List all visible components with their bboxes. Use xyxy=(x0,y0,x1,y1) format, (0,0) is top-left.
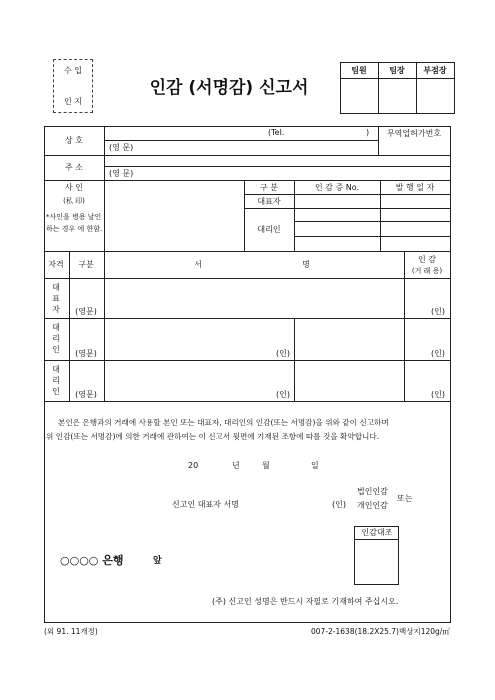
company-tel-field[interactable] xyxy=(300,128,362,139)
sign-header-sign-right: 명 xyxy=(302,260,310,269)
sign-header-qualification: 자격 xyxy=(48,260,64,269)
cert-agent1-number-field[interactable] xyxy=(296,210,379,220)
signer-corp-seal-label: 법인인감 xyxy=(357,487,388,496)
date-day-label: 일 xyxy=(311,461,319,470)
sign-row-2-type: (영문) xyxy=(75,349,97,358)
footer-note: (주) 신고인 성명은 반드시 자필로 기재하여 주십시오. xyxy=(212,597,399,606)
declaration-line-2: 위 인감(또는 서명감)에 의한 거래에 관하여는 이 신고서 뒷면에 기재된 조항에 따를 것을 확약합니다. xyxy=(46,432,380,441)
date-day-field[interactable] xyxy=(275,459,308,471)
signer-seal-mark: (인) xyxy=(332,500,346,509)
cert-rep-date-field[interactable] xyxy=(382,196,450,207)
sign-row-3-signature-field[interactable] xyxy=(106,362,292,400)
sign-row-1-seal-mark: (인) xyxy=(431,307,445,316)
approval-header-manager: 부점장 xyxy=(423,66,447,75)
trade-license-field[interactable] xyxy=(380,141,450,154)
private-seal-area[interactable] xyxy=(106,182,242,249)
sign-row-2-qualification: 대 리 인 xyxy=(52,323,60,354)
address-label: 주 소 xyxy=(65,163,83,172)
form-code: 007-2-1638(18.2X25.7)백상지120g/㎡ xyxy=(311,627,450,636)
company-english-label: (영 문) xyxy=(109,143,134,152)
cert-representative-label: 대표자 xyxy=(257,197,281,206)
approval-header-lead: 팀장 xyxy=(389,66,405,75)
sign-header-type: 구분 xyxy=(78,260,94,269)
cert-header-type: 구 분 xyxy=(260,183,278,192)
address-english-label: (영 문) xyxy=(109,169,134,178)
seal-label: 사 인 xyxy=(65,183,83,192)
company-name-field[interactable] xyxy=(106,127,256,139)
date-year-field[interactable] xyxy=(200,459,228,471)
company-label: 상 호 xyxy=(65,136,83,145)
sign-header-seal: 인 감 xyxy=(418,255,436,264)
sign-row-2-seal-mark: (인) xyxy=(431,349,445,358)
cert-rep-number-field[interactable] xyxy=(296,196,379,207)
receipt-stamp-top: 수 입 xyxy=(64,66,82,75)
sign-row-3-type: (영문) xyxy=(75,390,97,399)
company-tel-label: (Tel. xyxy=(268,128,285,137)
cert-agent2-number-field[interactable] xyxy=(296,223,379,235)
date-month-field[interactable] xyxy=(240,459,258,471)
sign-row-2-english-field[interactable] xyxy=(296,320,402,359)
declaration-line-1: 본인은 은행과의 거래에 사용할 본인 또는 대표자, 대리인의 인감(또는 서명감)을 위와 같이 신고하며 xyxy=(58,418,389,427)
company-english-field[interactable] xyxy=(140,142,375,154)
page-title: 인감 (서명감) 신고서 xyxy=(149,78,309,98)
sign-header-sign-left: 서 xyxy=(194,260,202,269)
sign-row-3-mid-mark: (인) xyxy=(276,390,290,399)
company-tel-close: ) xyxy=(366,128,370,137)
signer-or-label: 또는 xyxy=(397,494,413,503)
sign-row-1-type: (영문) xyxy=(75,307,97,316)
seal-hanja-label: (私 印) xyxy=(63,197,85,205)
bank-suffix: 앞 xyxy=(153,556,162,566)
date-year-prefix: 20 xyxy=(188,461,199,470)
seal-note: *사인을 병용 날인하는 경우 에 한함. xyxy=(46,213,103,233)
seal-check-label: 인감대조 xyxy=(361,528,393,537)
sign-header-seal-sub: (거 래 용) xyxy=(411,267,443,275)
cert-header-number: 인 감 증 No. xyxy=(314,183,360,192)
date-month-label: 월 xyxy=(262,461,270,470)
sign-row-3-qualification: 대 리 인 xyxy=(52,365,60,396)
sign-row-3-seal-field[interactable] xyxy=(406,362,450,400)
sign-row-2-mid-mark: (인) xyxy=(276,349,290,358)
sign-row-1-qualification: 대 표 자 xyxy=(52,283,60,314)
cert-agent2-date-field[interactable] xyxy=(382,223,450,235)
sign-row-1-seal-field[interactable] xyxy=(406,280,450,317)
cert-agent1-date-field[interactable] xyxy=(382,210,450,220)
sign-row-2-seal-field[interactable] xyxy=(406,320,450,359)
sign-row-1-signature-field[interactable] xyxy=(106,280,402,317)
cert-header-date: 발 행 일 자 xyxy=(395,183,435,192)
approval-header-member: 팀원 xyxy=(351,66,367,75)
address-english-field[interactable] xyxy=(140,168,450,179)
trade-license-label: 무역업허가번호 xyxy=(386,129,442,138)
date-year-label: 년 xyxy=(232,461,240,470)
signer-personal-seal-label: 개인인감 xyxy=(357,501,388,510)
signer-label: 신고인 대표자 서명 xyxy=(172,500,239,509)
bank-name: ○○○○ 은행 xyxy=(60,554,124,567)
address-field[interactable] xyxy=(106,156,450,166)
cert-agent-label: 대리인 xyxy=(257,225,281,234)
sign-row-2-signature-field[interactable] xyxy=(106,320,292,359)
sign-row-3-english-field[interactable] xyxy=(296,362,402,400)
form-revision: (외 91. 11개정) xyxy=(44,627,98,636)
sign-row-3-seal-mark: (인) xyxy=(431,390,445,399)
signer-signature-field[interactable] xyxy=(252,497,328,510)
receipt-stamp-bottom: 인 지 xyxy=(64,97,82,106)
